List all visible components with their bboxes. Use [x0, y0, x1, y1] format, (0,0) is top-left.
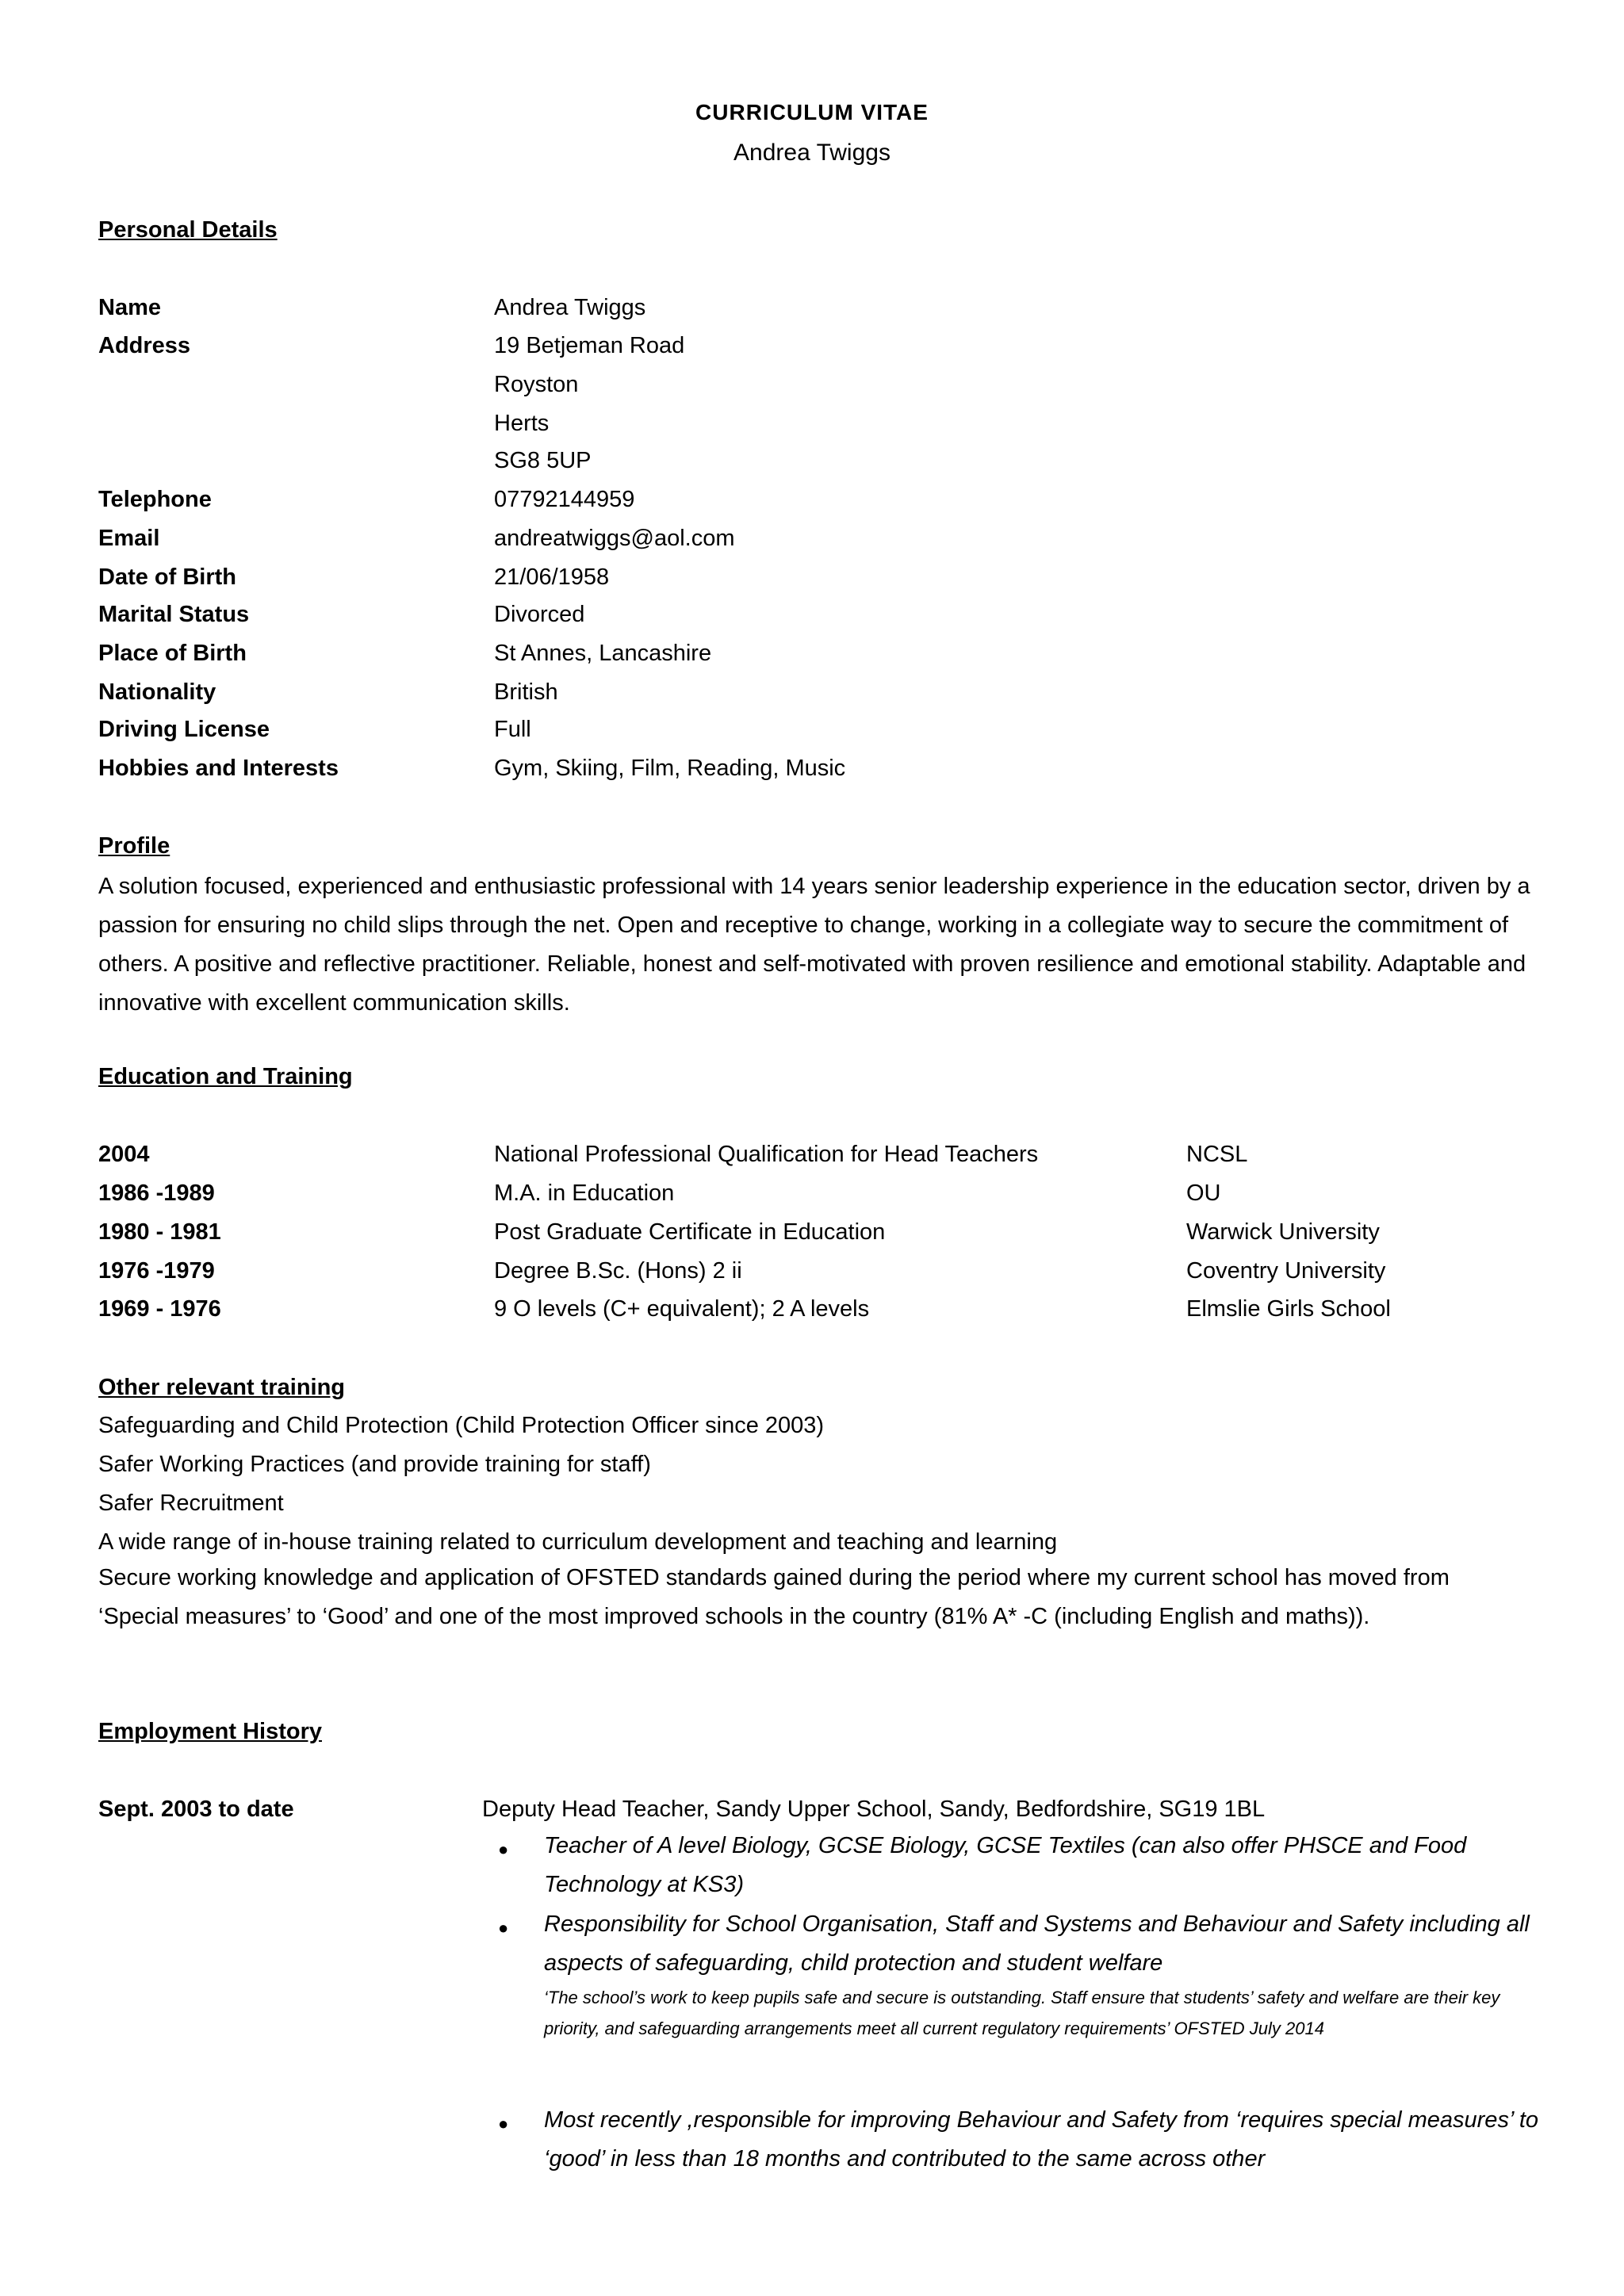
training-item: Safeguarding and Child Protection (Child Protection Officer since 2003): [98, 1413, 825, 1438]
profile-text: A solution focused, experienced and enthusiastic professional with 14 years senior leadership experience in the education sector, driven by a passion for ensuring no child slips through the net. Open and receptive to change, working in a collegiate way to secure the commitment of others. A positive and reflective practitioner. Reliable, honest and self-motivated with proven resilience and emotional stability. Adaptable and innovative with excellent communication skills.: [98, 874, 1530, 1016]
personal-row-dob: [98, 564, 1526, 601]
personal-label: Name: [98, 295, 161, 320]
training-item: Safer Working Practices (and provide training for staff): [98, 1452, 651, 1477]
document-subtitle: Andrea Twiggs: [733, 140, 891, 166]
personal-label: Telephone: [98, 487, 212, 512]
profile-heading: Profile: [98, 833, 170, 859]
education-year: 1986 -1989: [98, 1181, 215, 1206]
personal-value: Divorced: [494, 602, 585, 627]
personal-row-nationality: [98, 679, 1526, 716]
education-row: [98, 1219, 1542, 1256]
education-institution: Warwick University: [1186, 1219, 1380, 1245]
education-qualification: 9 O levels (C+ equivalent); 2 A levels: [494, 1296, 870, 1322]
education-qualification: National Professional Qualification for Head Teachers: [494, 1142, 1039, 1167]
personal-row-telephone: [98, 487, 1526, 523]
personal-value: Gym, Skiing, Film, Reading, Music: [494, 756, 846, 781]
bullet-icon: ●: [498, 2114, 509, 2133]
education-institution: NCSL: [1186, 1142, 1248, 1167]
personal-row-address: [98, 333, 1526, 369]
personal-label: Hobbies and Interests: [98, 756, 339, 781]
employment-duty: Teacher of A level Biology, GCSE Biology, GCSE Textiles (can also offer PHSCE and Food Technology at KS3): [544, 1833, 1467, 1897]
personal-value: andreatwiggs@aol.com: [494, 526, 735, 551]
education-institution: Coventry University: [1186, 1258, 1386, 1284]
personal-row-driving-license: [98, 717, 1526, 753]
personal-label: Date of Birth: [98, 564, 236, 590]
training-item: Safer Recruitment: [98, 1490, 284, 1516]
bullet-icon: ●: [498, 1839, 509, 1859]
personal-row-name: [98, 295, 1526, 331]
personal-label: Marital Status: [98, 602, 250, 627]
education-heading: Education and Training: [98, 1064, 353, 1089]
personal-row-hobbies: [98, 756, 1526, 792]
personal-value: 21/06/1958: [494, 564, 610, 590]
personal-label: Place of Birth: [98, 641, 247, 666]
employment-role: Deputy Head Teacher, Sandy Upper School, Sandy, Bedfordshire, SG19 1BL: [482, 1797, 1266, 1822]
document-title: CURRICULUM VITAE: [695, 100, 929, 124]
education-year: 1969 - 1976: [98, 1296, 221, 1322]
employment-duty: Most recently ,responsible for improving Behaviour and Safety from ‘requires special measures’ to ‘good’ in less than 18 months and contributed to the same across other: [544, 2107, 1539, 2172]
personal-value: 07792144959: [494, 487, 635, 512]
personal-details-heading: Personal Details: [98, 217, 278, 243]
personal-row-address-2: [98, 372, 1526, 408]
education-row: [98, 1258, 1542, 1295]
personal-value: St Annes, Lancashire: [494, 641, 712, 666]
education-year: 1976 -1979: [98, 1258, 215, 1284]
education-row: [98, 1181, 1542, 1217]
personal-row-email: [98, 526, 1526, 562]
personal-row-marital-status: [98, 602, 1526, 638]
personal-value: 19 Betjeman Road: [494, 333, 685, 358]
personal-row-address-4: [98, 448, 1526, 484]
employment-duty: Responsibility for School Organisation, Staff and Systems and Behaviour and Safety including all aspects of safeguarding, child protection and student welfare: [544, 1911, 1530, 1976]
personal-value: Full: [494, 717, 531, 742]
personal-row-address-3: [98, 411, 1526, 447]
education-institution: Elmslie Girls School: [1186, 1296, 1391, 1322]
education-year: 2004: [98, 1142, 150, 1167]
personal-value: British: [494, 679, 558, 705]
education-institution: OU: [1186, 1181, 1221, 1206]
education-year: 1980 - 1981: [98, 1219, 221, 1245]
education-qualification: Post Graduate Certificate in Education: [494, 1219, 886, 1245]
other-training-heading: Other relevant training: [98, 1375, 346, 1400]
personal-value: Herts: [494, 411, 550, 436]
education-row: [98, 1142, 1542, 1178]
training-item: A wide range of in-house training related to curriculum development and teaching and learning: [98, 1529, 1058, 1555]
personal-label: Email: [98, 526, 160, 551]
education-qualification: M.A. in Education: [494, 1181, 675, 1206]
personal-value: SG8 5UP: [494, 448, 592, 473]
bullet-icon: ●: [498, 1918, 509, 1938]
personal-label: Driving License: [98, 717, 270, 742]
personal-row-place-of-birth: [98, 641, 1526, 677]
education-qualification: Degree B.Sc. (Hons) 2 ii: [494, 1258, 742, 1284]
training-ofsted-paragraph: Secure working knowledge and application of OFSTED standards gained during the period where my current school has moved from ‘Special measures’ to ‘Good’ and one of the most improved schools in the country (81% A* -C (including English and maths)).: [98, 1565, 1450, 1629]
education-row: [98, 1296, 1542, 1333]
employment-date: Sept. 2003 to date: [98, 1797, 294, 1822]
personal-value: Andrea Twiggs: [494, 295, 646, 320]
employment-heading: Employment History: [98, 1719, 322, 1744]
personal-label: Address: [98, 333, 191, 358]
personal-label: Nationality: [98, 679, 216, 705]
ofsted-quote: ‘The school’s work to keep pupils safe and secure is outstanding. Staff ensure that students’ safety and welfare are their key priority, and safeguarding arrangements meet all current regulatory requirements’ OFSTED July 2014: [544, 1988, 1500, 2038]
personal-value: Royston: [494, 372, 579, 397]
